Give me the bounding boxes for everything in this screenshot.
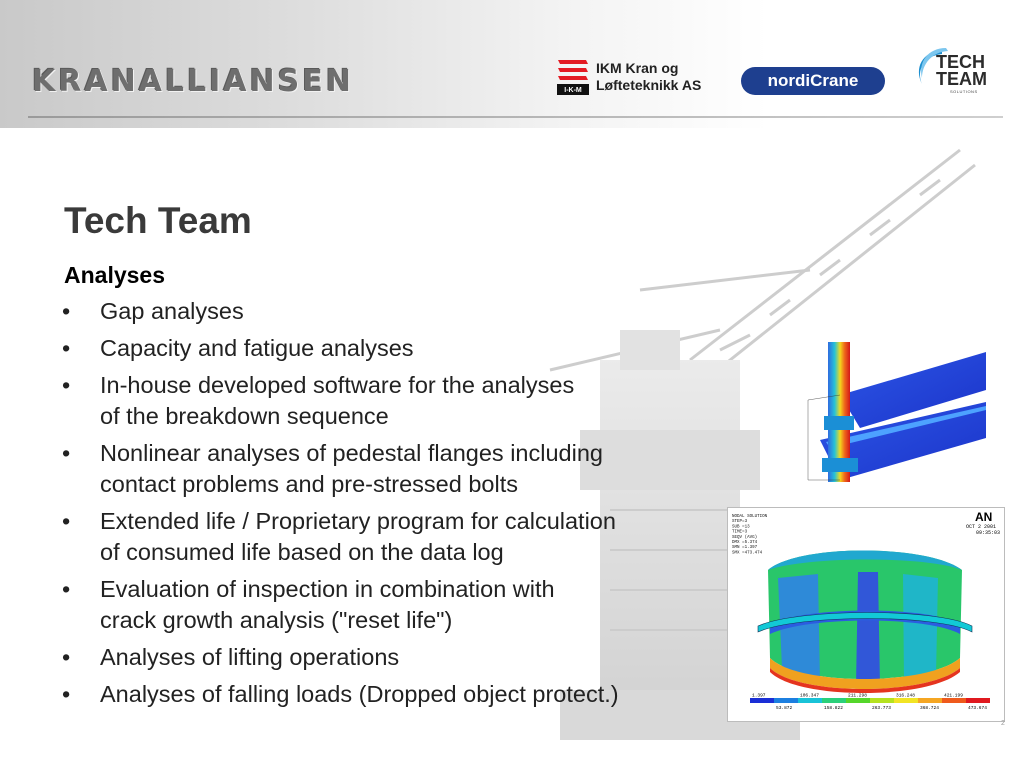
- tech-team-line2: TEAM: [936, 69, 987, 89]
- bullet-text-line: Extended life / Proprietary program for calculation: [100, 508, 616, 534]
- legend-color-swatch: [966, 698, 990, 703]
- legend-label-bottom: 53.872: [776, 706, 793, 711]
- bullet-text-line: In-house developed software for the analyses: [100, 372, 575, 398]
- legend-label-top: 316.248: [896, 693, 915, 699]
- legend-color-swatch: [870, 698, 894, 703]
- fem-flange-figure: [727, 507, 1005, 722]
- bullet-item: [60, 333, 619, 364]
- legend-label-top: 421.199: [944, 693, 963, 699]
- bullet-item: [60, 370, 619, 432]
- fem-pedestal-figure: [800, 330, 988, 488]
- bullet-item: [60, 679, 619, 710]
- fem-info-line: STEP=3: [732, 520, 748, 525]
- legend-label-top: 106.347: [800, 693, 819, 699]
- nordic-crane-logo: nordiCrane: [741, 67, 885, 95]
- bullet-item: [60, 574, 619, 636]
- bullet-item: [60, 438, 619, 500]
- fem-info-line: SMX =473.474: [732, 551, 763, 556]
- bullet-dot: •: [62, 298, 71, 324]
- legend-color-swatch: [774, 698, 798, 703]
- fem-info-line: SMN =1.397: [732, 546, 758, 551]
- page-number: 2: [1001, 720, 1005, 727]
- bullet-item: [60, 296, 619, 327]
- legend-color-swatch: [918, 698, 942, 703]
- legend-color-swatch: [750, 698, 774, 703]
- legend-label-top: 211.298: [848, 693, 867, 699]
- bullet-dot: •: [62, 508, 71, 534]
- fem-info-line: NODAL SOLUTION: [732, 515, 768, 519]
- tech-team-subtext: SOLUTIONS: [950, 89, 978, 94]
- header-divider: [28, 116, 1003, 118]
- bullet-text-line: of consumed life based on the data log: [100, 539, 504, 565]
- analyses-bullet-list: [60, 296, 619, 716]
- bullet-text-line: crack growth analysis ("reset life"): [100, 607, 453, 633]
- bullet-dot: •: [62, 335, 71, 361]
- legend-color-swatch: [798, 698, 822, 703]
- bullet-item: [60, 506, 619, 568]
- bullet-text-line: Gap analyses: [100, 298, 244, 324]
- legend-label-bottom: 263.773: [872, 706, 891, 711]
- bullet-text-line: of the breakdown sequence: [100, 403, 389, 429]
- ikm-line1: IKM Kran og: [596, 60, 679, 76]
- tech-team-wordmark: [936, 54, 987, 88]
- tech-team-logo: [912, 46, 1004, 96]
- bullet-text-line: contact problems and pre-stressed bolts: [100, 471, 518, 497]
- ansys-logo: AN: [975, 510, 993, 524]
- bullet-text-line: Nonlinear analyses of pedestal flanges including: [100, 440, 603, 466]
- legend-color-swatch: [894, 698, 918, 703]
- tech-team-line1: TECH: [936, 52, 985, 72]
- fem-info-line: DMX =5.374: [732, 541, 758, 545]
- ikm-badge-text: I-K-M: [564, 87, 582, 94]
- bullet-dot: •: [62, 644, 71, 670]
- legend-label-bottom: 158.822: [824, 706, 843, 711]
- legend-color-swatch: [846, 698, 870, 703]
- bullet-text-line: Evaluation of inspection in combination with: [100, 576, 555, 602]
- legend-label-bottom: 368.724: [920, 706, 939, 711]
- section-heading: Analyses: [64, 262, 166, 288]
- fem-date: OCT 2 2001: [966, 524, 997, 530]
- ikm-logo: [556, 58, 716, 98]
- bullet-dot: •: [62, 372, 71, 398]
- bullet-item: [60, 642, 619, 673]
- legend-color-swatch: [942, 698, 966, 703]
- ikm-mark-icon: [556, 58, 590, 96]
- flange-ring-drawing: [758, 551, 972, 694]
- fem-info-line: SUB =13: [732, 525, 750, 530]
- slide-title: Tech Team: [64, 200, 252, 241]
- bullet-text-line: Analyses of falling loads (Dropped object protect.): [100, 681, 619, 707]
- bullet-text-line: Capacity and fatigue analyses: [100, 335, 414, 361]
- legend-color-swatch: [822, 698, 846, 703]
- fem-info-line: SEQV (AVG): [732, 535, 758, 540]
- bullet-dot: •: [62, 440, 71, 466]
- fem-time: 09:35:03: [976, 530, 1001, 536]
- legend-label-bottom: 473.674: [968, 706, 987, 711]
- legend-label-top: 1.397: [752, 693, 766, 699]
- kranalliansen-logo: KRANALLIANSEN: [32, 64, 354, 99]
- bullet-dot: •: [62, 576, 71, 602]
- bullet-dot: •: [62, 681, 71, 707]
- fem-info-line: TIME=3: [732, 530, 748, 535]
- ikm-wordmark: [596, 60, 701, 94]
- bullet-text-line: Analyses of lifting operations: [100, 644, 400, 670]
- ikm-line2: Løfteteknikk AS: [596, 77, 702, 93]
